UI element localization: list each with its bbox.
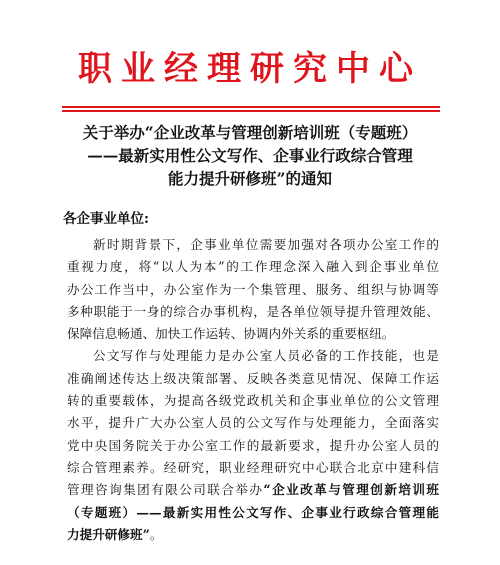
letterhead-rule-bottom [62,110,440,112]
training-name-bold: “企业改革与管理创新培训班 [263,482,439,498]
paragraph-line: 转的重要载体，为提高各级党政机关和企事业单位的公文管理 [67,393,439,409]
org-letterhead-title: 职业经理研究中心 [78,49,422,89]
paragraph-line: 水平，提升广大办公室人员的公文写作与处理能力，全面落实 [67,415,439,431]
paragraph-line [67,524,439,546]
paragraph-2 [67,345,439,546]
letterhead-rule-top [62,106,440,108]
notice-title-line: ——最新实用性公文写作、企事业行政综合管理 [87,146,413,165]
paragraph-line: 准确阐述传达上级决策部署、反映各类意见情况、保障工作运 [67,370,439,386]
paragraph-end-punct: 。 [149,526,163,542]
training-name-bold-end: 力提升研修班” [67,526,150,542]
paragraph-line: 办公工作当中，办公室作为一个集管理、服务、组织与协调等 [67,281,439,297]
notice-title-line: 能力提升研修班”的通知 [168,169,332,188]
notice-body [67,234,439,546]
notice-title [60,121,440,190]
notice-title-line: 关于举办“企业改革与管理创新培训班（专题班） [82,123,418,142]
paragraph-1 [67,234,439,345]
training-name-bold-line: （专题班）——最新实用性公文写作、企事业行政综合管理能 [67,504,439,520]
paragraph-text: 管理咨询集团有限公司联合举办 [67,482,264,498]
paragraph-line: 新时期背景下，企事业单位需要加强对各项办公室工作的 [93,237,439,252]
paragraph-line: 党中央国务院关于办公室工作的最新要求，提升办公室人员的 [67,437,439,453]
paragraph-line: 保障信息畅通、加快工作运转、协调内外关系的重要枢纽。 [67,326,395,342]
paragraph-line: 多种职能于一身的综合办事机构，是各单位领导提升管理效能、 [67,303,439,319]
salutation: 各企事业单位: [63,211,149,227]
paragraph-line: 公文写作与处理能力是办公室人员必备的工作技能，也是 [93,348,439,364]
paragraph-line: 重视力度，将“以人为本”的工作理念深入融入到企事业单位 [67,259,439,275]
paragraph-line [67,479,439,501]
paragraph-line: 综合管理素养。经研究，职业经理研究中心联合北京中建科信 [67,459,439,475]
